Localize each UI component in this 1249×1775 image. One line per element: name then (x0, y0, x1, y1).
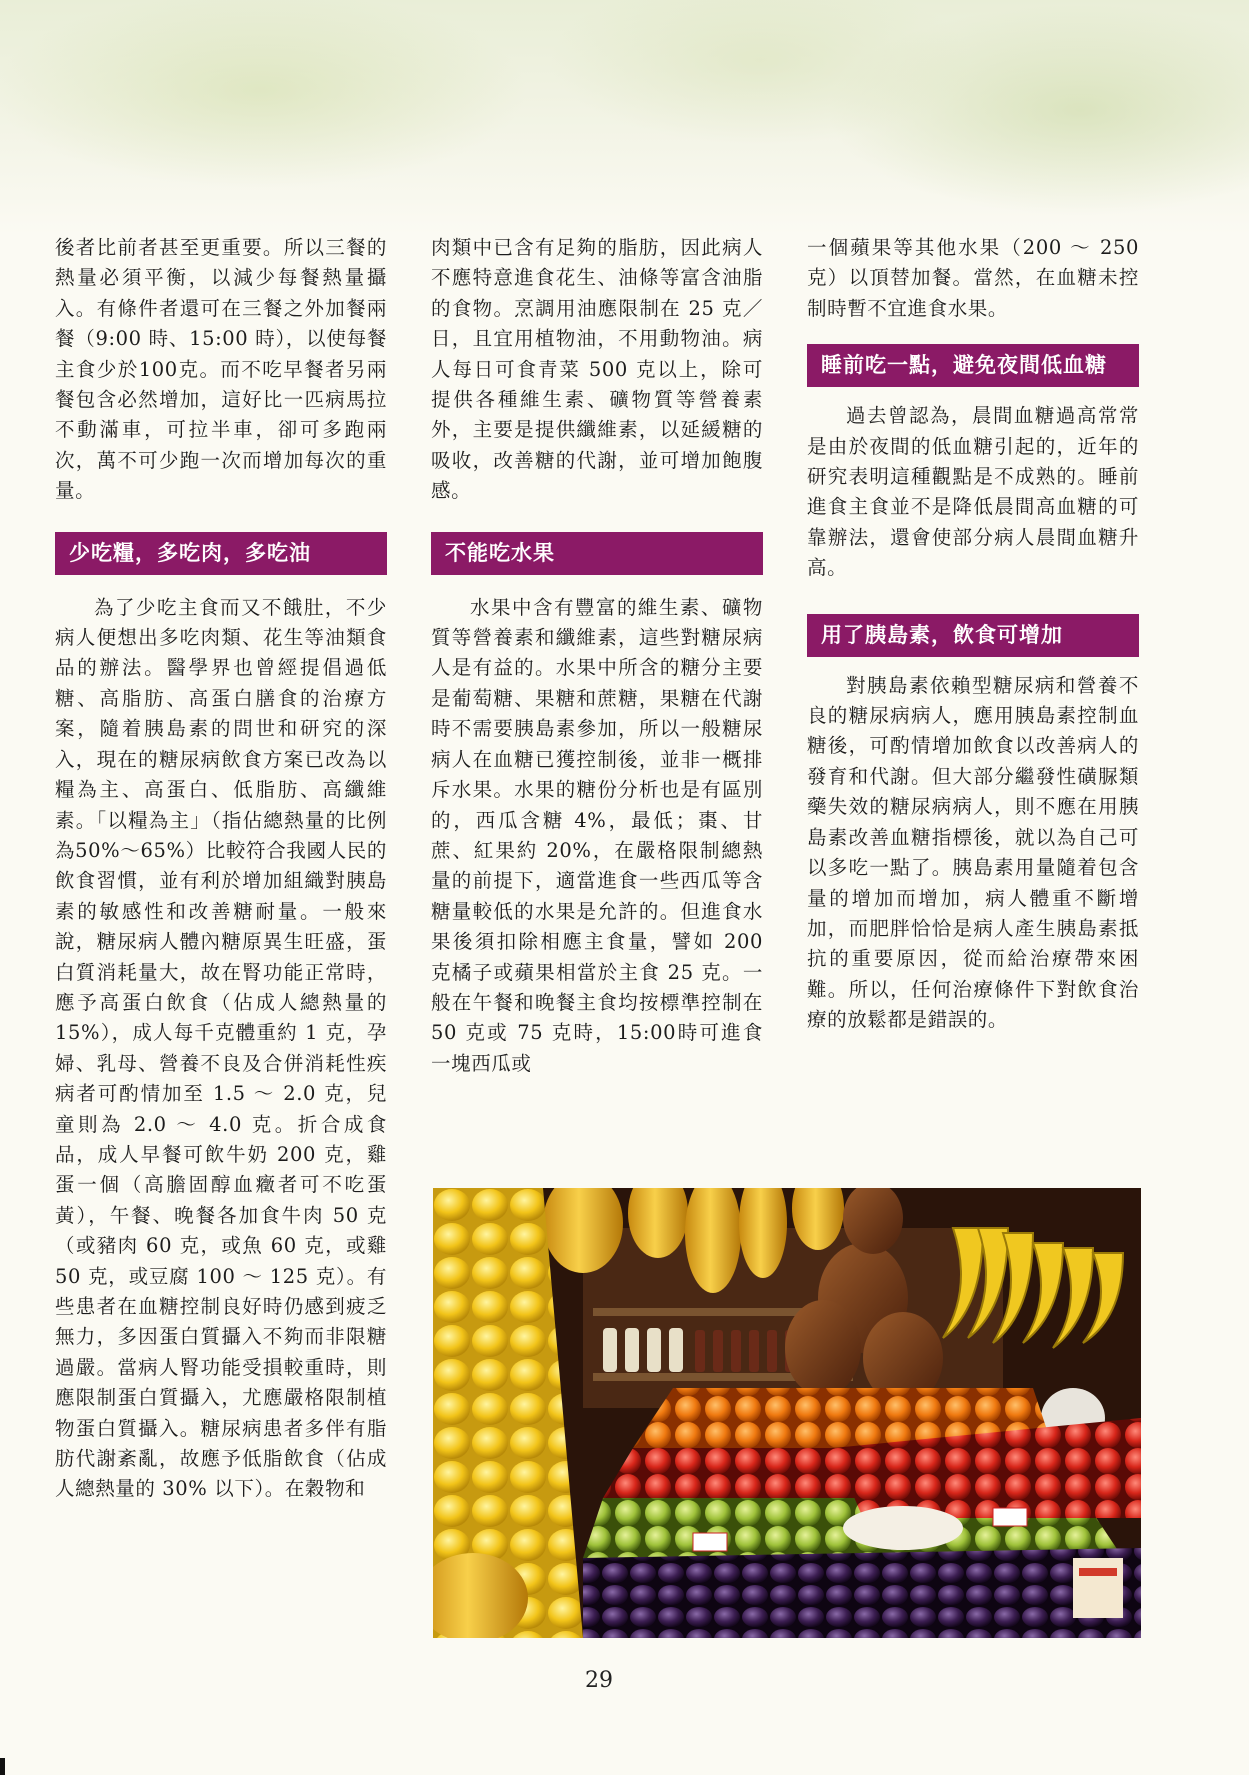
column-2-intro: 肉類中已含有足夠的脂肪，因此病人不應特意進食花生、油條等富含油脂的食物。烹調用油應限制在 25 克／日，且宜用植物油，不用動物油。病人每日可食青菜 500 克以上，除可提供各種維生素、礦物質等營養素外，主要是提供纖維素，以延緩糖的吸收，改善糖的代謝，並可增加飽腹感。 (431, 236, 763, 503)
column-1-body: 為了少吃主食而又不餓肚，不少病人便想出多吃肉類、花生等油類食品的辦法。醫學界也曾經提倡過低糖、高脂肪、高蛋白膳食的治療方案，隨着胰島素的問世和研究的深入，現在的糖尿病飲食方案已改為以糧為主、高蛋白、低脂肪、高纖維素。「以糧為主」（指佔總熱量的比例為50%～65%）比較符合我國人民的飲食習慣，並有利於增加組織對胰島素的敏感性和改善糖耐量。一般來說，糖尿病人體內糖原異生旺盛，蛋白質消耗量大，故在腎功能正常時，應予高蛋白飲食（佔成人總熱量的15%），成人每千克體重約 1 克，孕婦、乳母、營養不良及合併消耗性疾病者可酌情加至 1.5 ～ 2.0 克，兒童則為 2.0 ～ 4.0 克。折合成食品，成人早餐可飲牛奶 200 克，雞蛋一個（高膽固醇血癥者可不吃蛋黃），午餐、晚餐各加食牛肉 50 克（或豬肉 60 克，或魚 60 克，或雞 50 克，或豆腐 100 ～ 125 克）。有些患者在血糖控制良好時仍感到疲乏無力，多因蛋白質攝入不夠而非限糖過嚴。當病人腎功能受損較重時，則應限制蛋白質攝入，尤應嚴格限制植物蛋白質攝入。糖尿病患者多伴有脂肪代謝紊亂，故應予低脂飲食（佔成人總熱量的 30% 以下）。在穀物和 (55, 595, 387, 1501)
column-3 (807, 233, 1139, 1036)
section-heading-no-fruit: 不能吃水果 (431, 532, 763, 575)
column-2-body: 水果中含有豐富的維生素、礦物質等營養素和纖維素，這些對糖尿病人是有益的。水果中所含的糖分主要是葡萄糖、果糖和蔗糖，果糖在代謝時不需要胰島素參加，所以一般糖尿病人在血糖已獲控制後，並非一概排斥水果。水果的糖份分析也是有區別的，西瓜含糖 4%，最低；棗、甘蔗、紅果約 20%，在嚴格限制總熱量的前提下，適當進食一些西瓜等含糖量較低的水果是允許的。但進食水果後須扣除相應主食量，譬如 200 克橘子或蘋果相當於主食 25 克。一般在午餐和晚餐主食均按標準控制在 50 克或 75 克時，15:00時可進食一塊西瓜或 (431, 595, 763, 1075)
header-background (0, 0, 1249, 235)
scan-edge-mark (0, 1758, 5, 1775)
section-heading-insulin-diet: 用了胰島素，飲食可增加 (807, 614, 1139, 657)
column-1-intro: 後者比前者甚至更重要。所以三餐的熱量必須平衡，以減少每餐熱量攝入。有條件者還可在三餐之外加餐兩餐（9:00 時、15:00 時），以使每餐主食少於100克。而不吃早餐者另兩餐包含必然增加，這好比一匹病馬拉不動滿車，可拉半車，卻可多跑兩次，萬不可少跑一次而增加每次的重量。 (55, 236, 387, 503)
column-2 (431, 233, 763, 1079)
column-3-intro: 一個蘋果等其他水果（200 ～ 250 克）以頂替加餐。當然，在血糖未控制時暫不宜進食水果。 (807, 236, 1139, 320)
column-3-body-1: 過去曾認為，晨間血糖過高常常是由於夜間的低血糖引起的，近年的研究表明這種觀點是不成熟的。睡前進食主食並不是降低晨間高血糖的可靠辦法，還會使部分病人晨間血糖升高。 (807, 404, 1139, 580)
fruit-market-photo (433, 1188, 1141, 1638)
page-number: 29 (585, 1668, 613, 1693)
section-heading-bedtime-snack: 睡前吃一點，避免夜間低血糖 (807, 344, 1139, 387)
column-3-body-2: 對胰島素依賴型糖尿病和營養不良的糖尿病病人，應用胰島素控制血糖後，可酌情增加飲食以改善病人的發育和代謝。但大部分繼發性磺脲類藥失效的糖尿病病人，則不應在用胰島素改善血糖指標後，就以為自己可以多吃一點了。胰島素用量隨着包含量的增加而增加，病人體重不斷增加，而肥胖恰恰是病人產生胰島素抵抗的重要原因，從而給治療帶來困難。所以，任何治療條件下對飲食治療的放鬆都是錯誤的。 (807, 673, 1139, 1032)
section-heading-less-grain: 少吃糧，多吃肉，多吃油 (55, 532, 387, 575)
column-1 (55, 233, 387, 1505)
